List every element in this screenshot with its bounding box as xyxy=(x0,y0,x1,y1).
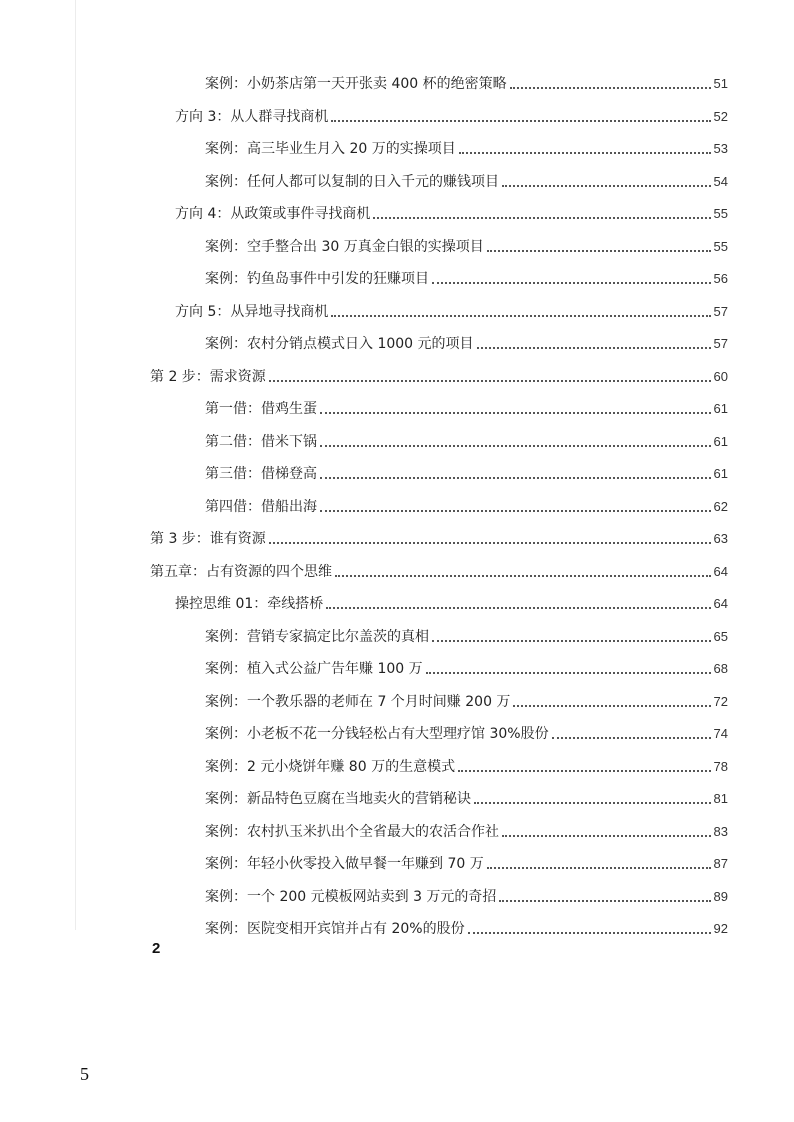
toc-entry-label: 案例：医院变相开宾馆并占有 20%的股份 xyxy=(205,921,465,937)
leader-dots xyxy=(468,932,711,934)
toc-entry xyxy=(205,756,728,778)
toc-entry-label: 案例：农村分销点模式日入 1000 元的项目 xyxy=(205,336,474,352)
toc-entry-label: 方向 4：从政策或事件寻找商机 xyxy=(175,206,371,222)
toc-entry-page: 64 xyxy=(713,563,728,579)
toc-entry-label: 案例：植入式公益广告年赚 100 万 xyxy=(205,661,423,677)
toc-entry-page: 89 xyxy=(713,888,728,904)
toc-entry xyxy=(150,366,728,388)
toc-entry-label: 案例：小老板不花一分钱轻松占有大型理疗馆 30%股份 xyxy=(205,726,549,742)
leader-dots xyxy=(320,510,711,512)
toc-entry xyxy=(205,398,728,420)
leader-dots xyxy=(269,542,711,544)
toc-entry xyxy=(205,138,728,160)
leader-dots xyxy=(487,250,711,252)
toc-entry-label: 案例：高三毕业生月入 20 万的实操项目 xyxy=(205,141,456,157)
toc-entry xyxy=(175,593,728,615)
toc-entry-page: 78 xyxy=(713,758,728,774)
toc-entry-page: 92 xyxy=(713,921,728,936)
toc-entry-page: 52 xyxy=(713,108,728,124)
leader-dots xyxy=(487,867,711,869)
toc-entry xyxy=(205,463,728,485)
toc-entry-label: 案例：营销专家搞定比尔盖茨的真相 xyxy=(205,628,429,645)
page-number: 5 xyxy=(80,1064,89,1084)
toc-entry-page: 51 xyxy=(713,76,728,91)
toc-entry-page: 55 xyxy=(713,238,728,254)
toc-entry xyxy=(205,268,728,290)
toc-entry xyxy=(205,496,728,518)
leader-dots xyxy=(432,282,711,284)
leader-dots xyxy=(320,477,711,479)
leader-dots xyxy=(326,607,710,609)
leader-dots xyxy=(513,705,710,707)
leader-dots xyxy=(458,770,710,772)
leader-dots xyxy=(459,152,711,154)
toc-entry xyxy=(205,333,728,355)
toc-entry-page: 61 xyxy=(713,433,728,449)
leader-dots xyxy=(502,185,711,187)
leader-dots xyxy=(426,672,711,674)
toc-entry xyxy=(205,918,728,940)
toc-entry xyxy=(205,236,728,258)
toc-entry-label: 第 3 步：谁有资源 xyxy=(150,531,266,547)
leader-dots xyxy=(269,380,711,382)
toc-entry-page: 57 xyxy=(713,336,728,351)
toc-entry xyxy=(205,691,728,713)
toc-entry-label: 操控思维 01：牵线搭桥 xyxy=(175,596,324,612)
leader-dots xyxy=(331,120,710,122)
toc-entry-page: 63 xyxy=(713,531,728,546)
toc-entry-label: 案例：钓鱼岛事件中引发的狂赚项目 xyxy=(205,271,429,287)
leader-dots xyxy=(432,640,711,642)
toc-entry-page: 53 xyxy=(713,141,728,156)
toc-entry-page: 65 xyxy=(713,628,728,644)
leader-dots xyxy=(502,835,711,837)
toc-entry xyxy=(205,853,728,875)
toc-entry-label: 案例：任何人都可以复制的日入千元的赚钱项目 xyxy=(205,173,499,190)
toc-entry-page: 61 xyxy=(713,466,728,481)
toc-entry-label: 案例：农村扒玉米扒出个全省最大的农活合作社 xyxy=(205,823,499,840)
toc-entry xyxy=(175,301,728,323)
leader-dots xyxy=(320,445,711,447)
toc-entry-label: 第二借：借米下锅 xyxy=(205,433,317,450)
leader-dots xyxy=(510,87,711,89)
leader-dots xyxy=(373,217,710,219)
toc-entry-page: 74 xyxy=(713,726,728,741)
toc-entry xyxy=(205,658,728,680)
toc-entry-label: 方向 3：从人群寻找商机 xyxy=(175,108,329,125)
toc-entry-label: 第五章：占有资源的四个思维 xyxy=(150,563,332,580)
toc-entry xyxy=(205,821,728,843)
leader-dots xyxy=(335,575,711,577)
toc-entry-page: 87 xyxy=(713,856,728,871)
toc-entry-label: 第一借：借鸡生蛋 xyxy=(205,401,317,417)
toc-entry-label: 方向 5：从异地寻找商机 xyxy=(175,303,329,320)
toc-entry-label: 第三借：借梯登高 xyxy=(205,466,317,482)
toc-entry-page: 60 xyxy=(713,368,728,384)
leader-dots xyxy=(499,900,710,902)
toc-entry-page: 61 xyxy=(713,401,728,416)
toc-entry-label: 案例：新品特色豆腐在当地卖火的营销秘诀 xyxy=(205,791,471,807)
toc-entry xyxy=(205,886,728,908)
toc-entry-page: 83 xyxy=(713,823,728,839)
toc-entry-label: 第 2 步：需求资源 xyxy=(150,368,266,385)
toc-entry xyxy=(205,788,728,810)
toc-entry xyxy=(205,171,728,193)
toc-entry-label: 案例：一个教乐器的老师在 7 个月时间赚 200 万 xyxy=(205,693,511,710)
toc-entry-label: 第四借：借船出海 xyxy=(205,498,317,515)
toc-entry xyxy=(175,106,728,128)
toc-entry-page: 55 xyxy=(713,206,728,221)
leader-dots xyxy=(552,737,711,739)
toc-entry-page: 56 xyxy=(713,271,728,286)
toc-entry-label: 案例：年轻小伙零投入做早餐一年赚到 70 万 xyxy=(205,856,484,872)
scan-page-number: 2 xyxy=(152,940,161,957)
leader-dots xyxy=(474,802,711,804)
toc-entry-label: 案例：空手整合出 30 万真金白银的实操项目 xyxy=(205,238,484,255)
toc-entry xyxy=(205,73,728,95)
toc-entry-page: 81 xyxy=(713,791,728,806)
toc-entry xyxy=(205,723,728,745)
toc-entry-label: 案例：一个 200 元模板网站卖到 3 万元的奇招 xyxy=(205,888,497,905)
toc-entry xyxy=(205,626,728,648)
toc-entry-page: 64 xyxy=(713,596,728,611)
leader-dots xyxy=(331,315,710,317)
toc-entry-page: 62 xyxy=(713,498,728,514)
toc-entry xyxy=(150,528,728,550)
toc-entry-page: 54 xyxy=(713,173,728,189)
toc-entry-page: 72 xyxy=(713,693,728,709)
toc-entry-label: 案例：小奶茶店第一天开张卖 400 杯的绝密策略 xyxy=(205,76,507,92)
toc-entry-label: 案例：2 元小烧饼年赚 80 万的生意模式 xyxy=(205,758,456,775)
toc-entry xyxy=(205,431,728,453)
leader-dots xyxy=(320,412,711,414)
toc-entry xyxy=(175,203,728,225)
toc-entry-page: 57 xyxy=(713,303,728,319)
toc-entry xyxy=(150,561,728,583)
toc-entry-page: 68 xyxy=(713,661,728,676)
leader-dots xyxy=(477,347,711,349)
